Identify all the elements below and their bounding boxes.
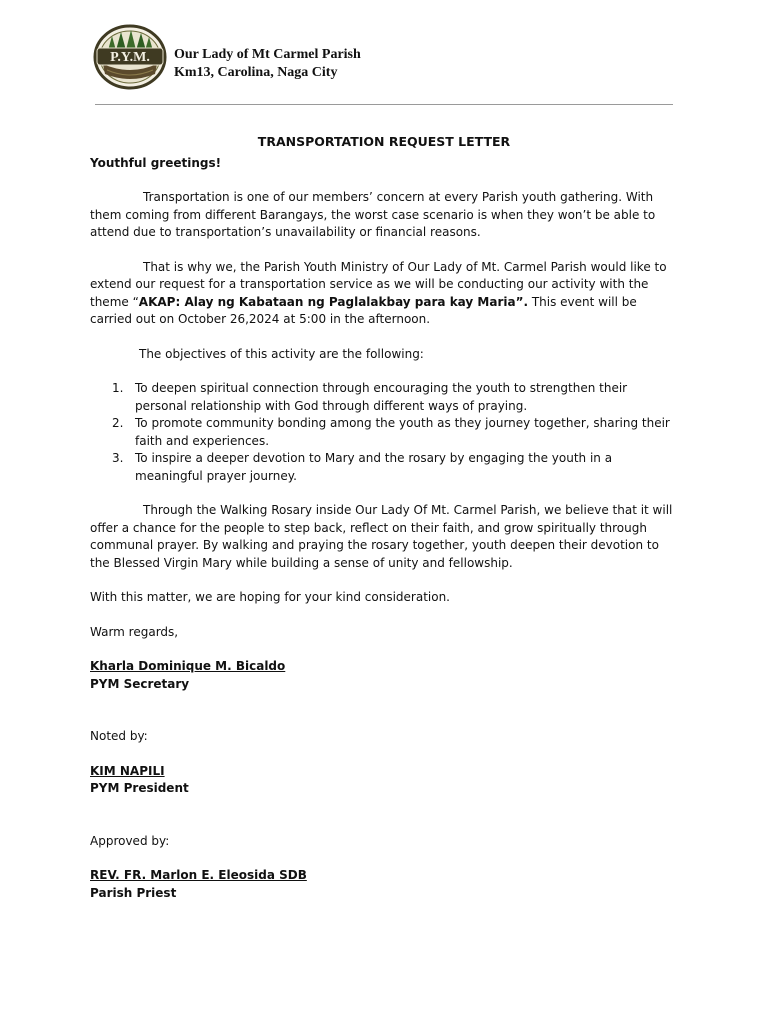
list-item-text: To deepen spiritual connection through encouraging the youth to strengthen their personal relationship with God through different ways of praying.: [135, 381, 628, 413]
list-number: 1.: [112, 381, 124, 395]
president-role: PYM President: [90, 781, 189, 795]
closing-line: With this matter, we are hoping for your kind consideration.: [90, 590, 450, 604]
event-theme: AKAP: Alay ng Kabataan ng Paglalakbay para kay Maria”.: [138, 294, 529, 309]
approved-by-label: Approved by:: [90, 833, 170, 848]
regards: Warm regards,: [90, 624, 179, 639]
secretary-role: PYM Secretary: [90, 676, 190, 691]
noted-by-label: Noted by:: [90, 729, 148, 743]
logo-lettering: P.Y.M.: [110, 50, 150, 65]
parish-address: Km13, Carolina, Naga City: [174, 65, 338, 80]
request-text: That is why we, the Parish Youth Ministry of Our Lady of Mt. Carmel Parish would like to extend our request for a transportation service as we will be conducting our activity with the theme “: [90, 259, 667, 309]
list-item-text: To inspire a deeper devotion to Mary and the rosary by engaging the youth in a meaningful prayer journey.: [135, 451, 613, 483]
priest-name: REV. FR. Marlon E. Eleosida SDB: [90, 868, 307, 882]
objectives-intro: The objectives of this activity are the following:: [139, 346, 424, 361]
priest-role: Parish Priest: [90, 885, 177, 900]
president-name: KIM NAPILI: [90, 763, 165, 778]
parish-name: Our Lady of Mt Carmel Parish: [174, 47, 361, 62]
letter-title: TRANSPORTATION REQUEST LETTER: [257, 134, 511, 149]
signature-priest: [90, 867, 678, 902]
secretary-name: Kharla Dominique M. Bicaldo: [90, 659, 286, 673]
list-item-text: To promote community bonding among the youth as they journey together, sharing their faith and experiences.: [135, 416, 670, 448]
letterhead: [174, 46, 361, 82]
parish-youth-ministry-logo: [93, 24, 167, 90]
objectives-list: [90, 380, 678, 485]
paragraph-transport-concern: Transportation is one of our members’ concern at every Parish youth gathering. With them coming from different Barangays, the worst case scenario is when they won’t be able to attend due to transportation’s unavailability or financial reasons.: [90, 190, 656, 239]
letter-body: [90, 133, 678, 902]
header-divider: [95, 104, 673, 105]
list-number: 3.: [112, 451, 124, 465]
paragraph-walking-rosary: Through the Walking Rosary inside Our Lady Of Mt. Carmel Parish, we believe that it will offer a chance for the people to step back, reflect on their faith, and grow spiritually through communal prayer. By walking and praying the rosary together, youth deepen their devotion to the Blessed Virgin Mary while building a sense of unity and fellowship.: [90, 503, 673, 570]
signature-secretary: [90, 658, 678, 693]
event-schedule: This event will be carried out on October 26,2024 at 5:00 in the afternoon.: [90, 294, 637, 326]
list-number: 2.: [112, 416, 124, 430]
list-item: [90, 380, 678, 415]
list-item: [90, 450, 678, 485]
greeting: Youthful greetings!: [90, 155, 222, 170]
signature-president: [90, 763, 678, 798]
list-item: [90, 415, 678, 450]
paragraph-request: [90, 259, 678, 329]
